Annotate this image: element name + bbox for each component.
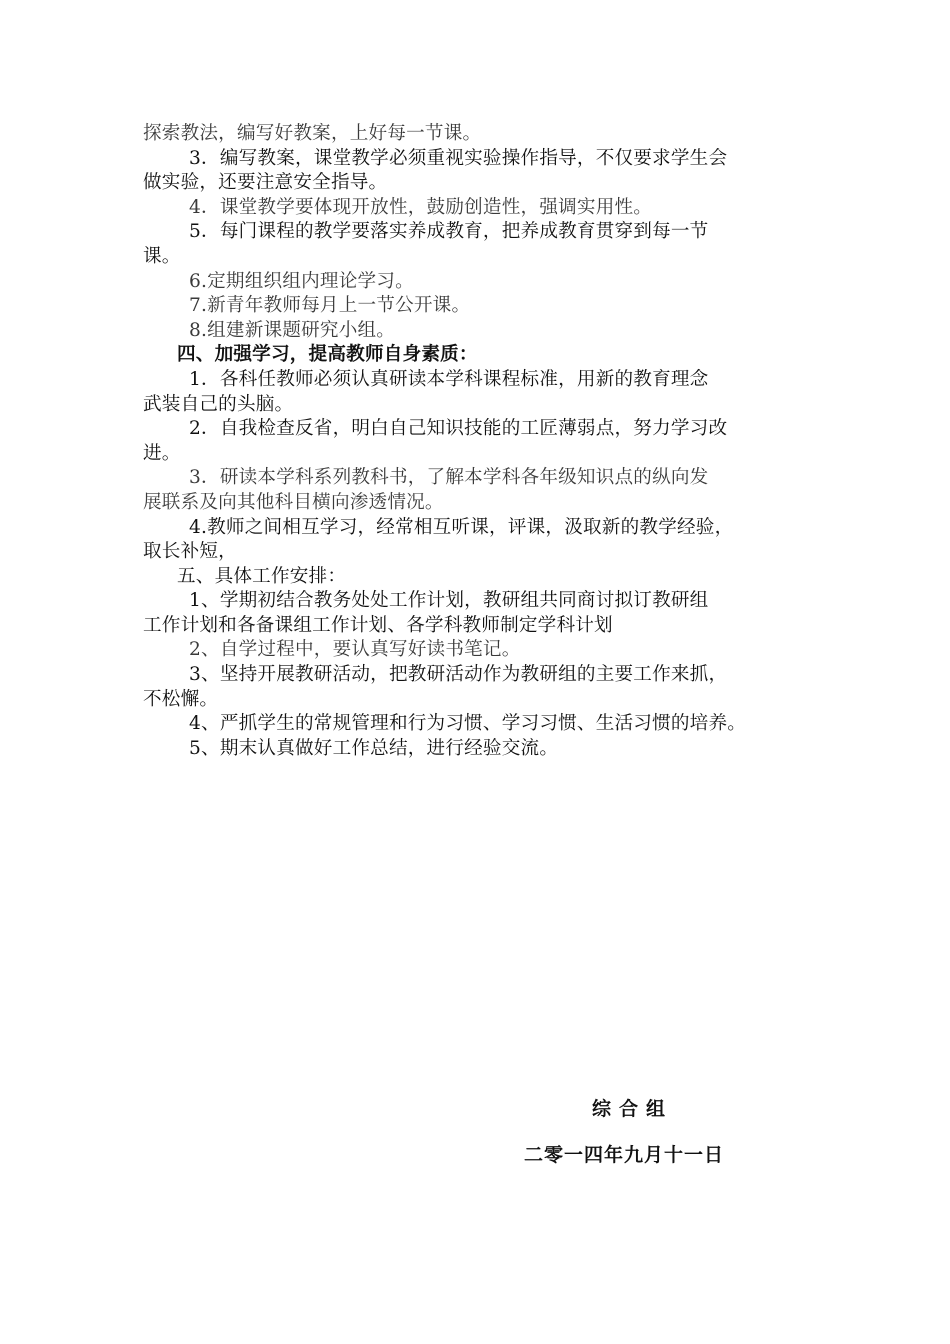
signature-date: 二零一四年九月十一日 [524,1144,725,1166]
paragraph-line: 课。 [143,245,181,267]
signature-organization: 综合组 [592,1098,674,1120]
section-heading: 五、具体工作安排： [177,565,347,587]
paragraph-line: 进。 [143,442,181,464]
paragraph-line: 5．每门课程的教学要落实养成教育，把养成教育贯穿到每一节 [189,221,709,243]
paragraph-line: 4.教师之间相互学习，经常相互听课，评课，汲取新的教学经验， [189,516,734,538]
paragraph-line: 6.定期组织组内理论学习。 [189,270,414,292]
paragraph-line: 1．各科任教师必须认真研读本学科课程标准，用新的教育理念 [189,368,709,390]
paragraph-line: 展联系及向其他科目横向渗透情况。 [143,491,444,513]
paragraph-line: 5、期末认真做好工作总结，进行经验交流。 [189,737,559,759]
paragraph-line: 2．自我检查反省，明白自己知识技能的工匠薄弱点，努力学习改 [189,418,728,440]
paragraph-line: 3．编写教案，课堂教学必须重视实验操作指导，不仅要求学生会 [189,147,728,169]
paragraph-line: 探索教法，编写好教案，上好每一节课。 [143,123,482,144]
paragraph-line: 3．研读本学科系列教科书，了解本学科各年级知识点的纵向发 [189,467,709,489]
paragraph-line: 7.新青年教师每月上一节公开课。 [189,295,471,317]
paragraph-line: 1、学期初结合教务处处工作计划，教研组共同商讨拟订教研组 [189,590,709,612]
document-body [143,122,823,761]
paragraph-line: 2、自学过程中，要认真写好读书笔记。 [189,639,521,661]
section-heading: 四、加强学习，提高教师自身素质： [177,344,478,366]
paragraph-line: 做实验，还要注意安全指导。 [143,172,388,194]
paragraph-line: 不松懈。 [143,688,219,710]
paragraph-line: 8.组建新课题研究小组。 [189,319,396,341]
paragraph-line: 3、坚持开展教研活动，把教研活动作为教研组的主要工作来抓， [189,664,728,686]
paragraph-line: 取长补短， [143,541,237,563]
paragraph-line: 工作计划和各备课组工作计划、各学科教师制定学科计划 [143,614,613,636]
paragraph-line: 武装自己的头脑。 [143,393,294,415]
paragraph-line: 4．课堂教学要体现开放性，鼓励创造性，强调实用性。 [189,196,653,218]
paragraph-line: 4、严抓学生的常规管理和行为习惯、学习习惯、生活习惯的培养。 [189,713,747,735]
